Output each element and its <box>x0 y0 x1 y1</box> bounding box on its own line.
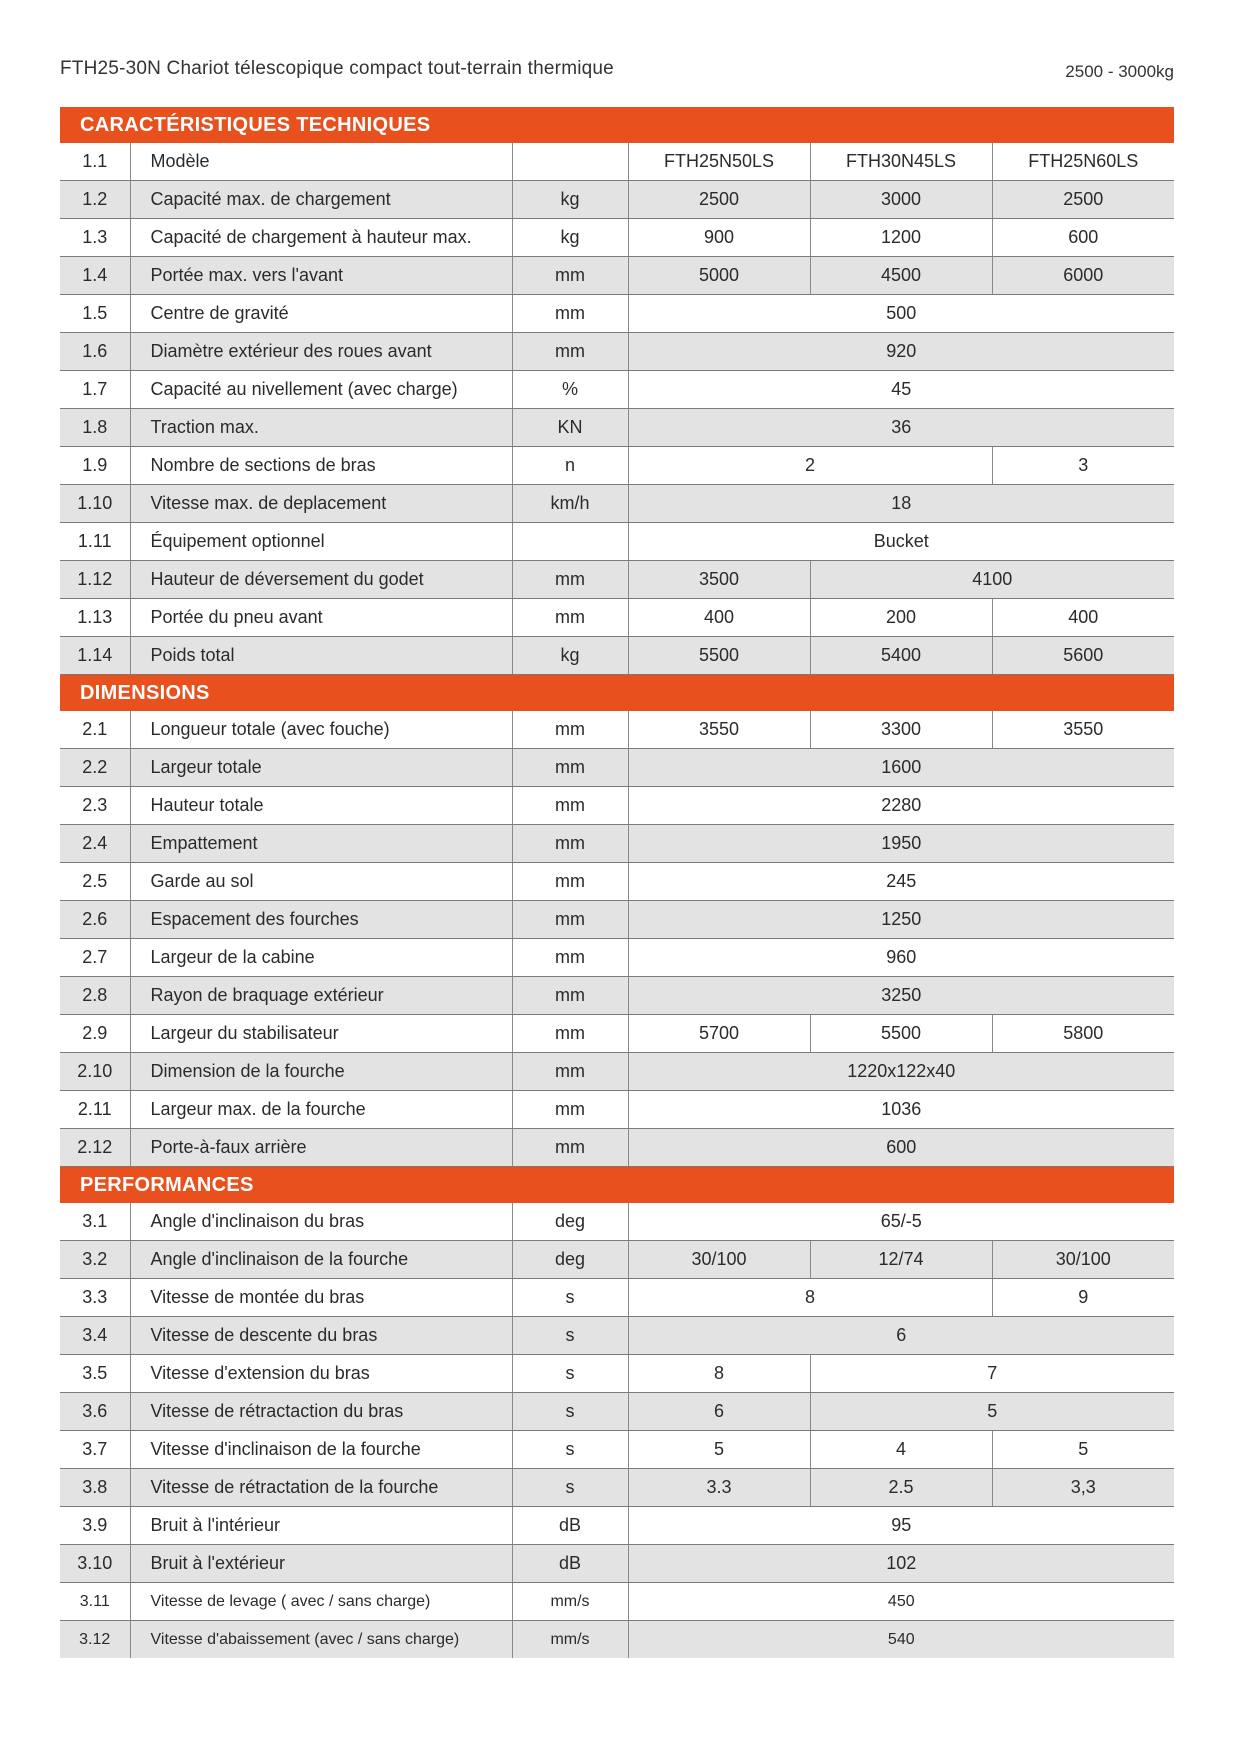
row-label: Vitesse d'abaissement (avec / sans charge) <box>130 1621 512 1659</box>
row-number: 1.14 <box>60 637 130 675</box>
row-value: 3,3 <box>992 1469 1174 1507</box>
section-title: CARACTÉRISTIQUES TECHNIQUES <box>60 107 1174 143</box>
row-value: 5600 <box>992 637 1174 675</box>
row-unit: mm <box>512 1053 628 1091</box>
table-row <box>60 711 1174 749</box>
capacity-range: 2500 - 3000kg <box>1065 62 1174 81</box>
table-row <box>60 599 1174 637</box>
row-number: 1.12 <box>60 561 130 599</box>
row-label: Poids total <box>130 637 512 675</box>
table-row <box>60 977 1174 1015</box>
row-label: Vitesse de rétractation de la fourche <box>130 1469 512 1507</box>
row-unit: deg <box>512 1203 628 1241</box>
row-label: Vitesse max. de deplacement <box>130 485 512 523</box>
row-unit: mm <box>512 1015 628 1053</box>
row-label: Hauteur de déversement du godet <box>130 561 512 599</box>
row-number: 2.10 <box>60 1053 130 1091</box>
row-value: 3300 <box>810 711 992 749</box>
row-unit: s <box>512 1355 628 1393</box>
row-value: 600 <box>628 1129 1174 1167</box>
row-number: 2.8 <box>60 977 130 1015</box>
row-value: 18 <box>628 485 1174 523</box>
row-number: 3.11 <box>60 1583 130 1621</box>
row-unit: mm <box>512 939 628 977</box>
row-value: 245 <box>628 863 1174 901</box>
row-value: 2500 <box>992 181 1174 219</box>
row-value: Bucket <box>628 523 1174 561</box>
row-number: 1.4 <box>60 257 130 295</box>
row-value: 2 <box>628 447 992 485</box>
row-value: 3500 <box>628 561 810 599</box>
row-number: 1.1 <box>60 143 130 181</box>
row-label: Vitesse de montée du bras <box>130 1279 512 1317</box>
table-row <box>60 863 1174 901</box>
row-label: Angle d'inclinaison de la fourche <box>130 1241 512 1279</box>
row-label: Hauteur totale <box>130 787 512 825</box>
row-number: 1.2 <box>60 181 130 219</box>
row-value: 5 <box>810 1393 1174 1431</box>
row-unit: mm <box>512 1091 628 1129</box>
row-label: Vitesse de rétractaction du bras <box>130 1393 512 1431</box>
row-value: 200 <box>810 599 992 637</box>
row-label: Bruit à l'extérieur <box>130 1545 512 1583</box>
table-row <box>60 409 1174 447</box>
row-value: 6000 <box>992 257 1174 295</box>
row-value: 3000 <box>810 181 992 219</box>
row-number: 2.4 <box>60 825 130 863</box>
table-row <box>60 1621 1174 1659</box>
table-row <box>60 749 1174 787</box>
table-row <box>60 181 1174 219</box>
row-number: 1.6 <box>60 333 130 371</box>
row-unit: s <box>512 1431 628 1469</box>
row-value: 102 <box>628 1545 1174 1583</box>
row-label: Espacement des fourches <box>130 901 512 939</box>
row-label: Capacité de chargement à hauteur max. <box>130 219 512 257</box>
row-value: 5 <box>628 1431 810 1469</box>
row-number: 3.1 <box>60 1203 130 1241</box>
table-row <box>60 143 1174 181</box>
row-number: 3.2 <box>60 1241 130 1279</box>
row-label: Largeur totale <box>130 749 512 787</box>
row-value: 6 <box>628 1317 1174 1355</box>
table-row <box>60 1507 1174 1545</box>
section-header <box>60 1167 1174 1204</box>
row-number: 3.9 <box>60 1507 130 1545</box>
table-row <box>60 523 1174 561</box>
table-row <box>60 939 1174 977</box>
row-unit: mm <box>512 257 628 295</box>
row-unit: n <box>512 447 628 485</box>
row-value: 5400 <box>810 637 992 675</box>
section-title: DIMENSIONS <box>60 675 1174 712</box>
row-value: 3.3 <box>628 1469 810 1507</box>
row-value: 400 <box>992 599 1174 637</box>
row-value: 5700 <box>628 1015 810 1053</box>
document-title: FTH25-30N Chariot télescopique compact tout-terrain thermique <box>60 58 614 79</box>
row-value: 7 <box>810 1355 1174 1393</box>
row-value: 1250 <box>628 901 1174 939</box>
table-row <box>60 219 1174 257</box>
row-unit: mm <box>512 825 628 863</box>
row-label: Vitesse de levage ( avec / sans charge) <box>130 1583 512 1621</box>
row-value: 5500 <box>810 1015 992 1053</box>
row-value: 920 <box>628 333 1174 371</box>
row-value: 2280 <box>628 787 1174 825</box>
row-unit: mm/s <box>512 1621 628 1659</box>
row-value: 900 <box>628 219 810 257</box>
row-unit: deg <box>512 1241 628 1279</box>
row-value: 4 <box>810 1431 992 1469</box>
row-number: 2.11 <box>60 1091 130 1129</box>
table-row <box>60 257 1174 295</box>
row-number: 2.1 <box>60 711 130 749</box>
row-value: 9 <box>992 1279 1174 1317</box>
row-value: 5500 <box>628 637 810 675</box>
row-unit: mm <box>512 977 628 1015</box>
row-unit: % <box>512 371 628 409</box>
row-value: 65/-5 <box>628 1203 1174 1241</box>
row-label: Modèle <box>130 143 512 181</box>
row-unit <box>512 143 628 181</box>
row-unit: km/h <box>512 485 628 523</box>
row-number: 2.5 <box>60 863 130 901</box>
row-value: 1200 <box>810 219 992 257</box>
row-label: Capacité au nivellement (avec charge) <box>130 371 512 409</box>
table-row <box>60 561 1174 599</box>
row-value: FTH30N45LS <box>810 143 992 181</box>
row-unit: mm <box>512 599 628 637</box>
table-row <box>60 371 1174 409</box>
row-value: 4100 <box>810 561 1174 599</box>
table-row <box>60 485 1174 523</box>
row-label: Rayon de braquage extérieur <box>130 977 512 1015</box>
row-value: 500 <box>628 295 1174 333</box>
row-value: 8 <box>628 1355 810 1393</box>
row-number: 2.12 <box>60 1129 130 1167</box>
row-label: Portée max. vers l'avant <box>130 257 512 295</box>
table-row <box>60 1393 1174 1431</box>
section-header <box>60 675 1174 712</box>
row-number: 3.8 <box>60 1469 130 1507</box>
row-number: 3.6 <box>60 1393 130 1431</box>
row-value: 4500 <box>810 257 992 295</box>
row-value: 30/100 <box>992 1241 1174 1279</box>
spec-table <box>60 107 1174 1658</box>
row-unit: s <box>512 1469 628 1507</box>
row-unit <box>512 523 628 561</box>
row-value: 1600 <box>628 749 1174 787</box>
row-value: 3 <box>992 447 1174 485</box>
table-row <box>60 1545 1174 1583</box>
row-unit: dB <box>512 1545 628 1583</box>
row-label: Longueur totale (avec fouche) <box>130 711 512 749</box>
row-unit: s <box>512 1279 628 1317</box>
row-unit: mm <box>512 787 628 825</box>
row-value: 95 <box>628 1507 1174 1545</box>
row-value: 1220x122x40 <box>628 1053 1174 1091</box>
row-value: 1036 <box>628 1091 1174 1129</box>
row-number: 3.5 <box>60 1355 130 1393</box>
row-unit: mm <box>512 901 628 939</box>
row-value: 450 <box>628 1583 1174 1621</box>
row-number: 3.10 <box>60 1545 130 1583</box>
row-unit: mm <box>512 711 628 749</box>
row-value: 30/100 <box>628 1241 810 1279</box>
row-label: Garde au sol <box>130 863 512 901</box>
table-row <box>60 447 1174 485</box>
row-label: Bruit à l'intérieur <box>130 1507 512 1545</box>
section-header <box>60 107 1174 143</box>
row-unit: mm <box>512 561 628 599</box>
row-value: 8 <box>628 1279 992 1317</box>
row-number: 3.4 <box>60 1317 130 1355</box>
row-label: Centre de gravité <box>130 295 512 333</box>
row-number: 2.9 <box>60 1015 130 1053</box>
row-label: Angle d'inclinaison du bras <box>130 1203 512 1241</box>
row-value: 600 <box>992 219 1174 257</box>
row-unit: dB <box>512 1507 628 1545</box>
row-value: FTH25N60LS <box>992 143 1174 181</box>
row-number: 2.6 <box>60 901 130 939</box>
row-label: Nombre de sections de bras <box>130 447 512 485</box>
row-value: 45 <box>628 371 1174 409</box>
table-row <box>60 1241 1174 1279</box>
table-row <box>60 1583 1174 1621</box>
table-row <box>60 1129 1174 1167</box>
row-number: 2.7 <box>60 939 130 977</box>
row-label: Vitesse d'inclinaison de la fourche <box>130 1431 512 1469</box>
row-label: Dimension de la fourche <box>130 1053 512 1091</box>
row-unit: kg <box>512 181 628 219</box>
row-unit: s <box>512 1317 628 1355</box>
row-label: Diamètre extérieur des roues avant <box>130 333 512 371</box>
row-number: 1.11 <box>60 523 130 561</box>
row-number: 1.8 <box>60 409 130 447</box>
row-number: 1.10 <box>60 485 130 523</box>
row-value: FTH25N50LS <box>628 143 810 181</box>
row-unit: kg <box>512 219 628 257</box>
row-unit: mm <box>512 749 628 787</box>
table-row <box>60 637 1174 675</box>
table-row <box>60 1431 1174 1469</box>
row-label: Traction max. <box>130 409 512 447</box>
row-value: 36 <box>628 409 1174 447</box>
row-label: Largeur max. de la fourche <box>130 1091 512 1129</box>
row-value: 400 <box>628 599 810 637</box>
row-number: 3.12 <box>60 1621 130 1659</box>
row-label: Largeur du stabilisateur <box>130 1015 512 1053</box>
row-value: 2500 <box>628 181 810 219</box>
row-label: Équipement optionnel <box>130 523 512 561</box>
section-title: PERFORMANCES <box>60 1167 1174 1204</box>
row-unit: s <box>512 1393 628 1431</box>
row-number: 2.2 <box>60 749 130 787</box>
table-row <box>60 1279 1174 1317</box>
table-row <box>60 787 1174 825</box>
row-number: 1.5 <box>60 295 130 333</box>
table-row <box>60 1015 1174 1053</box>
row-number: 1.7 <box>60 371 130 409</box>
row-unit: kg <box>512 637 628 675</box>
table-row <box>60 1053 1174 1091</box>
row-number: 1.9 <box>60 447 130 485</box>
row-value: 5000 <box>628 257 810 295</box>
row-value: 3250 <box>628 977 1174 1015</box>
table-row <box>60 1469 1174 1507</box>
row-number: 1.13 <box>60 599 130 637</box>
row-label: Vitesse de descente du bras <box>130 1317 512 1355</box>
row-value: 6 <box>628 1393 810 1431</box>
row-value: 960 <box>628 939 1174 977</box>
row-number: 1.3 <box>60 219 130 257</box>
row-number: 2.3 <box>60 787 130 825</box>
row-value: 5 <box>992 1431 1174 1469</box>
row-value: 2.5 <box>810 1469 992 1507</box>
table-row <box>60 1203 1174 1241</box>
row-value: 1950 <box>628 825 1174 863</box>
table-row <box>60 333 1174 371</box>
row-value: 3550 <box>992 711 1174 749</box>
table-row <box>60 295 1174 333</box>
row-value: 540 <box>628 1621 1174 1659</box>
row-number: 3.3 <box>60 1279 130 1317</box>
row-value: 12/74 <box>810 1241 992 1279</box>
row-unit: mm/s <box>512 1583 628 1621</box>
row-value: 5800 <box>992 1015 1174 1053</box>
row-number: 3.7 <box>60 1431 130 1469</box>
row-label: Porte-à-faux arrière <box>130 1129 512 1167</box>
row-label: Portée du pneu avant <box>130 599 512 637</box>
table-row <box>60 1355 1174 1393</box>
table-row <box>60 825 1174 863</box>
table-row <box>60 1091 1174 1129</box>
row-unit: mm <box>512 863 628 901</box>
table-row <box>60 1317 1174 1355</box>
row-unit: mm <box>512 295 628 333</box>
row-label: Capacité max. de chargement <box>130 181 512 219</box>
row-label: Vitesse d'extension du bras <box>130 1355 512 1393</box>
row-unit: mm <box>512 333 628 371</box>
table-row <box>60 901 1174 939</box>
row-label: Empattement <box>130 825 512 863</box>
row-label: Largeur de la cabine <box>130 939 512 977</box>
row-value: 3550 <box>628 711 810 749</box>
row-unit: KN <box>512 409 628 447</box>
row-unit: mm <box>512 1129 628 1167</box>
